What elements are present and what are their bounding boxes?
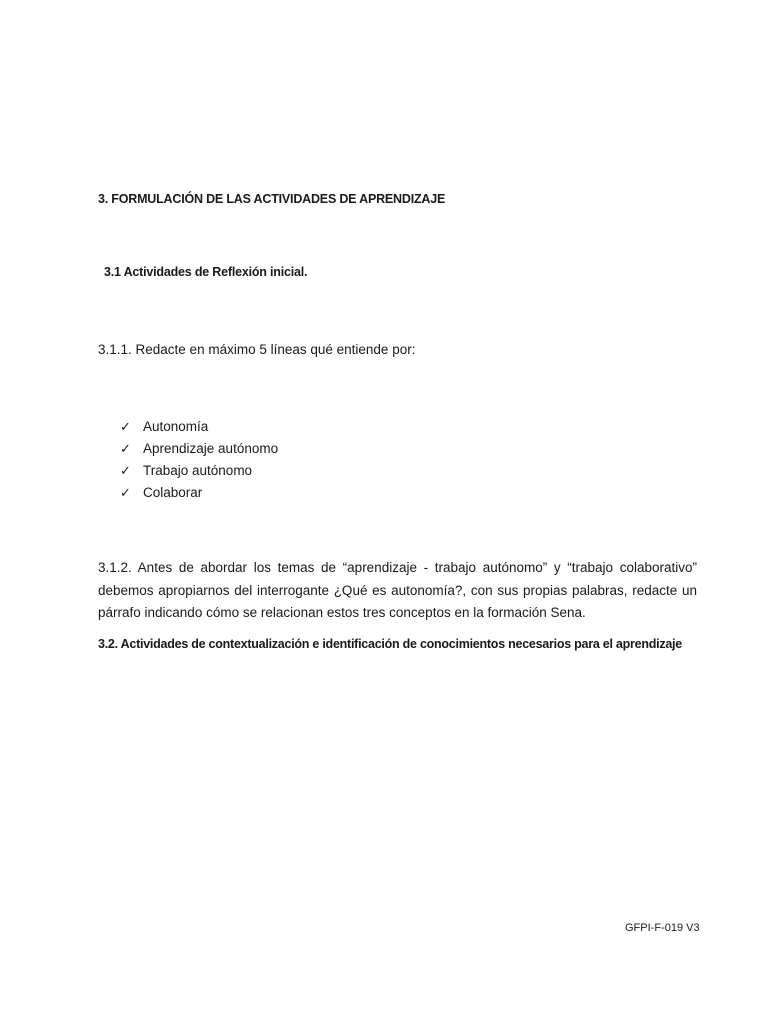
checkmark-icon: ✓	[120, 419, 131, 434]
document-code: GFPI-F-019 V3	[625, 922, 700, 934]
concept-checklist	[120, 416, 278, 504]
subsection-heading-reflexion: 3.1 Actividades de Reflexión inicial.	[104, 265, 308, 279]
checkmark-icon: ✓	[120, 441, 131, 456]
list-item-label: Colaborar	[143, 485, 203, 500]
subsection-heading-contextualizacion: 3.2. Actividades de contextualización e identificación de conocimientos necesarios para el aprendizaje	[98, 637, 682, 651]
list-item	[120, 460, 278, 482]
list-item-label: Autonomía	[143, 419, 209, 434]
list-item-label: Aprendizaje autónomo	[143, 441, 279, 456]
checkmark-icon: ✓	[120, 463, 131, 478]
question-3-1-1: 3.1.1. Redacte en máximo 5 líneas qué entiende por:	[98, 342, 416, 357]
list-item	[120, 416, 278, 438]
question-3-1-2: 3.1.2. Antes de abordar los temas de “aprendizaje - trabajo autónomo” y “trabajo colaborativo” debemos apropiarnos del interrogante ¿Qué es autonomía?, con sus propias palabras, redacte un párrafo indicando cómo se relacionan estos tres conceptos en la formación Sena.	[98, 560, 697, 620]
section-heading: 3. FORMULACIÓN DE LAS ACTIVIDADES DE APRENDIZAJE	[98, 192, 446, 206]
checkmark-icon: ✓	[120, 485, 131, 500]
list-item	[120, 482, 278, 504]
list-item	[120, 438, 278, 460]
list-item-label: Trabajo autónomo	[143, 463, 253, 478]
